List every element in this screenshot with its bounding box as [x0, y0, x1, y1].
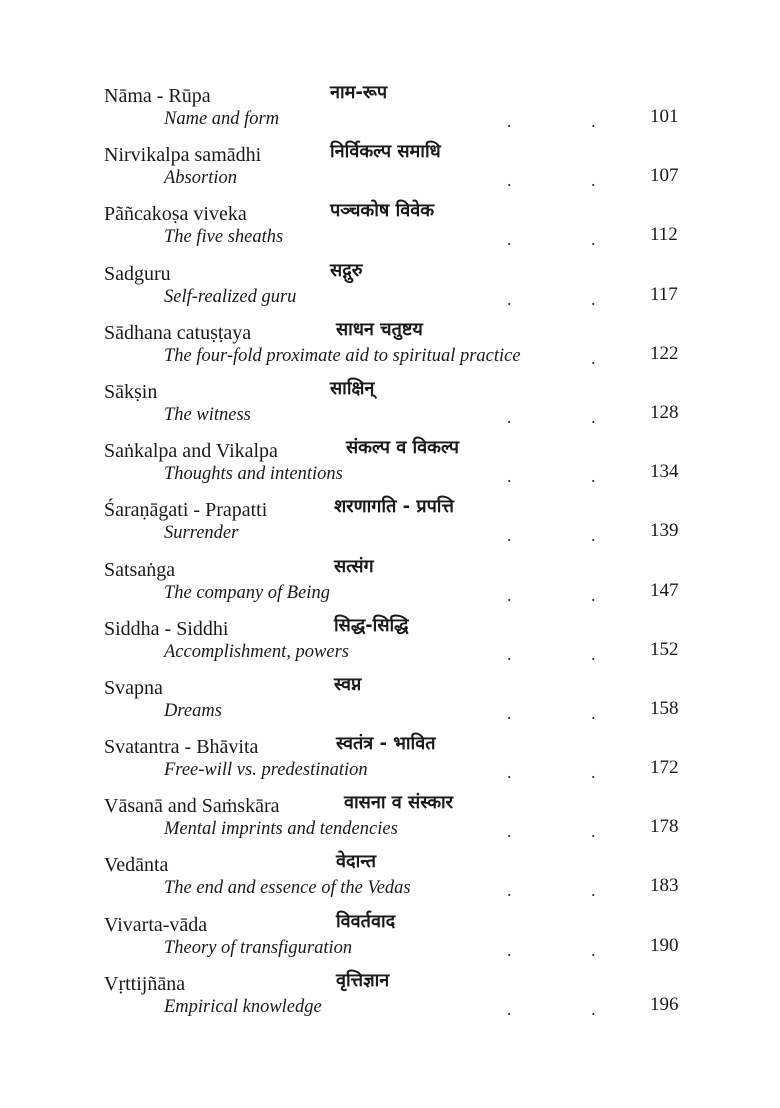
- devanagari-term: निर्विकल्प समाधि: [330, 141, 441, 163]
- leader-dot: .: [591, 702, 596, 723]
- english-meaning: Accomplishment, powers: [164, 641, 349, 662]
- sanskrit-term: Pãñcakoṣa viveka: [104, 203, 247, 226]
- leader-dot: .: [591, 821, 596, 842]
- toc-entry: [0, 198, 780, 257]
- devanagari-term: स्वप्न: [334, 673, 362, 695]
- leader-dot: .: [591, 939, 596, 960]
- sanskrit-term: Vivarta-vāda: [104, 913, 208, 936]
- toc-entry: [0, 968, 780, 1027]
- sanskrit-term: Siddha - Siddhi: [104, 617, 229, 640]
- english-meaning: Theory of transfiguration: [164, 937, 353, 958]
- sanskrit-term: Sādhana catuṣṭaya: [104, 321, 252, 344]
- leader-dot: .: [507, 939, 512, 960]
- sanskrit-term: Śaraṇāgati - Prapatti: [104, 499, 268, 522]
- page-number: 139: [650, 520, 679, 542]
- english-meaning: The witness: [164, 404, 251, 425]
- leader-dot: .: [507, 821, 512, 842]
- leader-dot: .: [507, 288, 512, 309]
- leader-dot: .: [507, 880, 512, 901]
- page-number: 117: [650, 283, 678, 305]
- sanskrit-term: Vedānta: [104, 854, 169, 877]
- leader-dot: .: [591, 998, 596, 1019]
- page-number: 122: [650, 342, 679, 364]
- devanagari-term: साधन चतुष्टय: [336, 318, 423, 340]
- devanagari-term: स्वतंत्र - भावित: [336, 733, 436, 755]
- sanskrit-term: Vāsanā and Saṁskāra: [104, 795, 280, 818]
- leader-dot: .: [591, 762, 596, 783]
- page-number: 196: [650, 993, 679, 1015]
- english-meaning: Name and form: [164, 109, 280, 129]
- page-number: 190: [650, 934, 679, 956]
- devanagari-term: सद्गुरु: [330, 259, 363, 281]
- leader-dot: .: [591, 525, 596, 546]
- devanagari-term: नाम-रूप: [330, 82, 388, 103]
- toc-entry: [0, 672, 780, 731]
- table-of-contents: [0, 80, 780, 1027]
- leader-dot: .: [591, 406, 596, 427]
- english-meaning: Dreams: [164, 700, 222, 721]
- toc-entry: [0, 80, 780, 139]
- page-number: 128: [650, 401, 679, 423]
- leader-dot: .: [591, 229, 596, 250]
- leader-dot: .: [591, 288, 596, 309]
- toc-entry: [0, 258, 780, 317]
- devanagari-term: साक्षिन्: [330, 377, 375, 399]
- toc-entry: [0, 494, 780, 553]
- leader-dot: .: [591, 466, 596, 487]
- page-number: 158: [650, 697, 679, 719]
- devanagari-term: शरणागति - प्रपत्ति: [334, 496, 454, 518]
- sanskrit-term: Nāma - Rūpa: [104, 85, 211, 107]
- sanskrit-term: Sadguru: [104, 262, 171, 285]
- sanskrit-term: Svatantra - Bhāvita: [104, 736, 259, 759]
- leader-dot: .: [591, 111, 596, 131]
- toc-entry: [0, 790, 780, 849]
- leader-dot: .: [507, 170, 512, 191]
- english-meaning: Free-will vs. predestination: [164, 760, 368, 781]
- leader-dot: .: [507, 762, 512, 783]
- page-number: 178: [650, 816, 679, 838]
- toc-entry: [0, 435, 780, 494]
- page-number: 183: [650, 875, 679, 897]
- page-number: 147: [650, 579, 679, 601]
- toc-entry: [0, 376, 780, 435]
- sanskrit-term: Satsaṅga: [104, 558, 176, 581]
- devanagari-term: विवर्तवाद: [336, 910, 396, 932]
- page-number: 134: [650, 461, 679, 483]
- toc-entry: [0, 909, 780, 968]
- devanagari-term: संकल्प व विकल्प: [346, 437, 459, 459]
- toc-entry: [0, 849, 780, 908]
- leader-dot: .: [507, 998, 512, 1019]
- sanskrit-term: Saṅkalpa and Vikalpa: [104, 440, 278, 463]
- leader-dot: .: [591, 584, 596, 605]
- english-meaning: The company of Being: [164, 582, 330, 603]
- toc-entry: [0, 317, 780, 376]
- page-number: 101: [650, 106, 679, 127]
- english-meaning: Mental imprints and tendencies: [164, 819, 398, 840]
- sanskrit-term: Svapna: [104, 676, 163, 699]
- english-meaning: Self-realized guru: [164, 286, 297, 307]
- leader-dot: .: [591, 347, 596, 368]
- page-number: 107: [650, 165, 679, 187]
- leader-dot: .: [591, 880, 596, 901]
- english-meaning: Empirical knowledge: [164, 996, 322, 1017]
- page-number: 172: [650, 757, 679, 779]
- devanagari-term: पञ्चकोष विवेक: [330, 200, 435, 222]
- page-number: 152: [650, 638, 679, 660]
- toc-entry: [0, 139, 780, 198]
- english-meaning: The five sheaths: [164, 227, 284, 248]
- leader-dot: .: [507, 584, 512, 605]
- devanagari-term: सिद्ध-सिद्धि: [334, 614, 409, 636]
- page-number: 112: [650, 224, 678, 246]
- sanskrit-term: Nirvikalpa samādhi: [104, 144, 262, 167]
- toc-entry: [0, 554, 780, 613]
- devanagari-term: सत्संग: [334, 555, 374, 577]
- english-meaning: Thoughts and intentions: [164, 464, 343, 485]
- english-meaning: Surrender: [164, 523, 239, 544]
- leader-dot: .: [507, 406, 512, 427]
- english-meaning: The end and essence of the Vedas: [164, 878, 411, 899]
- toc-entry: [0, 731, 780, 790]
- english-meaning: Absortion: [164, 168, 237, 189]
- english-meaning: The four-fold proximate aid to spiritual practice: [164, 345, 521, 366]
- leader-dot: .: [507, 643, 512, 664]
- leader-dot: .: [507, 525, 512, 546]
- devanagari-term: वेदान्त: [336, 851, 377, 873]
- leader-dot: .: [591, 170, 596, 191]
- sanskrit-term: Sākṣin: [104, 380, 158, 403]
- leader-dot: .: [591, 643, 596, 664]
- sanskrit-term: Vṛttijñāna: [104, 972, 186, 995]
- leader-dot: .: [507, 466, 512, 487]
- leader-dot: .: [507, 111, 512, 131]
- toc-entry: [0, 613, 780, 672]
- devanagari-term: वासना व संस्कार: [344, 792, 454, 814]
- devanagari-term: वृत्तिज्ञान: [336, 969, 390, 991]
- leader-dot: .: [507, 702, 512, 723]
- leader-dot: .: [507, 229, 512, 250]
